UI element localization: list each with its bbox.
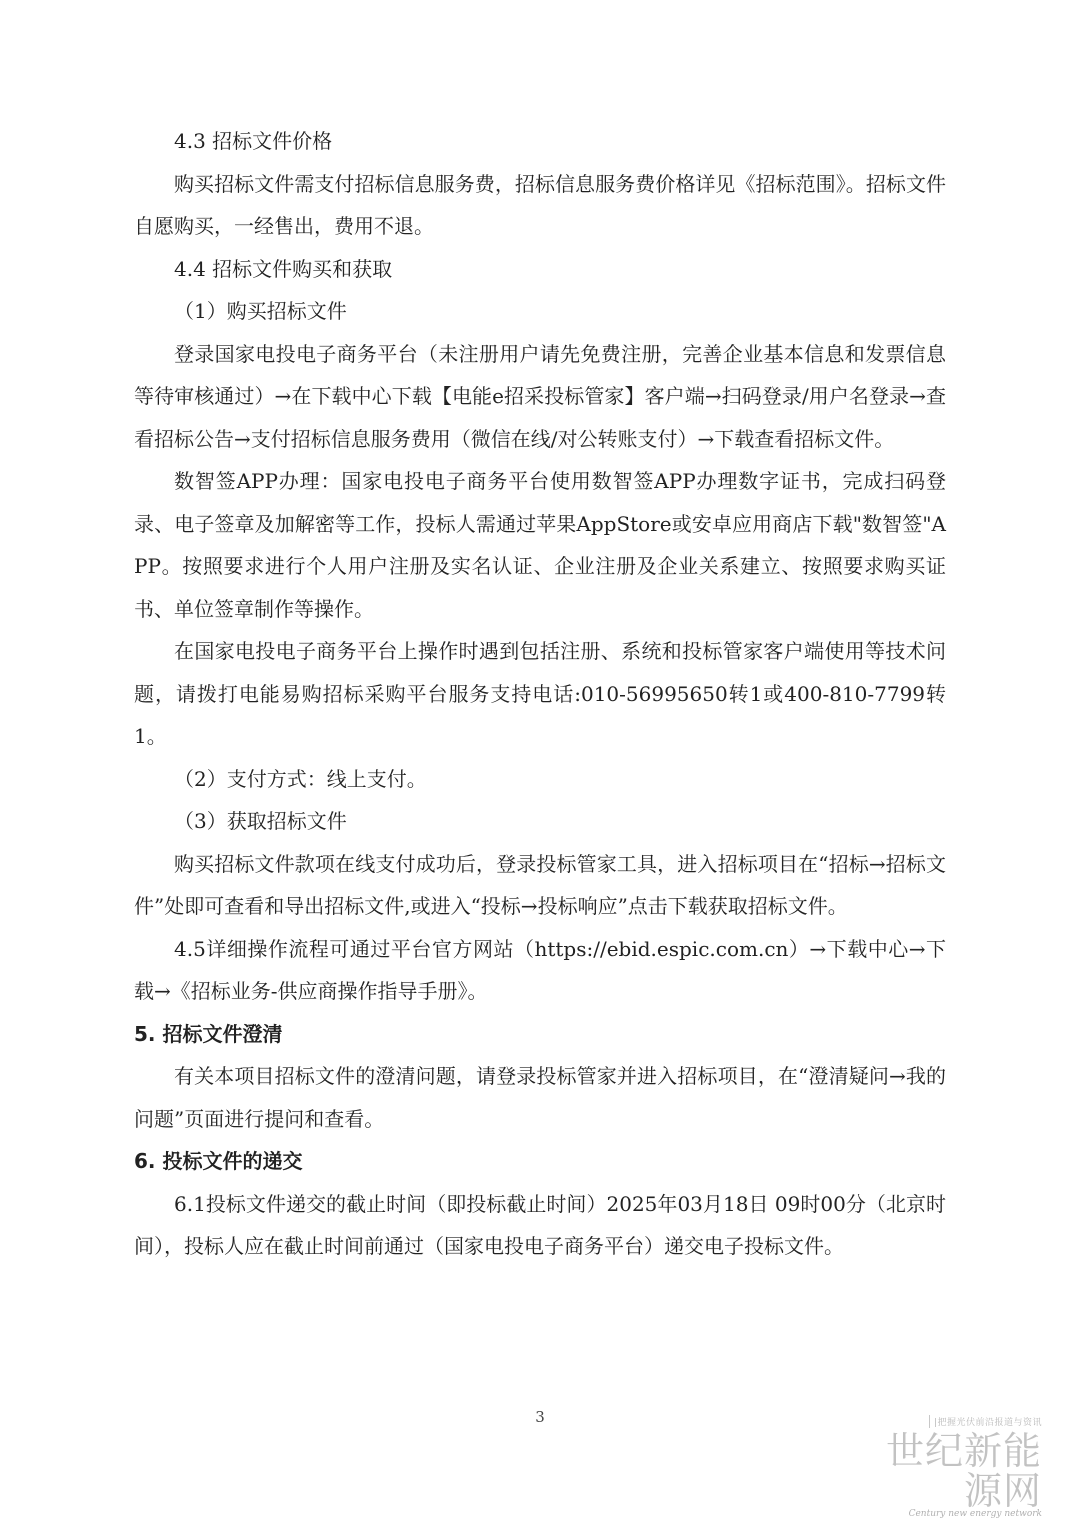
section-4-3-title: 4.3 招标文件价格 bbox=[174, 129, 333, 153]
watermark bbox=[882, 1410, 1042, 1519]
subsection-payment: （2）支付方式：线上支付。 bbox=[174, 766, 427, 791]
watermark-tag: |把握光伏前沿报道与资讯 bbox=[929, 1415, 1042, 1428]
section-6-heading: 6. 投标文件的递交 bbox=[134, 1149, 303, 1173]
section-4-5-paragraph: 4.5详细操作流程可通过平台官方网站（https://ebid.espic.com.cn）→下载中心→下载→《招标业务-供应商操作指导手册》。 bbox=[134, 936, 946, 1003]
subsection-obtain: （3）获取招标文件 bbox=[174, 809, 347, 833]
support-paragraph: 在国家电投电子商务平台上操作时遇到包括注册、系统和投标管家客户端使用等技术问题，请拨打电能易购招标采购平台服务支持电话:010-56995650转1或400-810-7799转1。 bbox=[134, 639, 946, 748]
digital-sign-paragraph: 数智签APP办理：国家电投电子商务平台使用数智签APP办理数字证书，完成扫码登录、电子签章及加解密等工作，投标人需通过苹果AppStore或安卓应用商店下载"数智签"APP。按照要求进行个人用户注册及实名认证、企业注册及企业关系建立、按照要求购买证书、单位签章制作等操作。 bbox=[134, 469, 946, 621]
clarification-paragraph: 有关本项目招标文件的澄清问题，请登录投标管家并进入招标项目，在“澄清疑问→我的问题”页面进行提问和查看。 bbox=[134, 1064, 946, 1131]
deadline-paragraph: 6.1投标文件递交的截止时间（即投标截止时间）2025年03月18日 09时00分（北京时间），投标人应在截止时间前通过（国家电投电子商务平台）递交电子投标文件。 bbox=[134, 1191, 946, 1258]
section-5-heading: 5. 招标文件澄清 bbox=[134, 1021, 283, 1046]
section-4-4-title: 4.4 招标文件购买和获取 bbox=[174, 256, 393, 281]
watermark-subtitle: Century new energy network bbox=[908, 1509, 1042, 1519]
obtain-paragraph: 购买招标文件款项在线支付成功后，登录投标管家工具，进入招标项目在“招标→招标文件”处即可查看和导出招标文件,或进入“投标→投标响应”点击下载获取招标文件。 bbox=[134, 851, 946, 918]
login-process-paragraph: 登录国家电投电子商务平台（未注册用户请先免费注册，完善企业基本信息和发票信息等待审核通过）→在下载中心下载【电能e招采投标管家】客户端→扫码登录/用户名登录→查看招标公告→支付招标信息服务费用（微信在线/对公转账支付）→下载查看招标文件。 bbox=[134, 341, 946, 451]
subsection-purchase: （1）购买招标文件 bbox=[174, 299, 347, 323]
document-body bbox=[134, 120, 946, 1268]
watermark-name: 世纪新能源网 bbox=[885, 1429, 1042, 1513]
price-paragraph: 购买招标文件需支付招标信息服务费，招标信息服务费价格详见《招标范围》。招标文件自愿购买，一经售出，费用不退。 bbox=[134, 171, 946, 238]
page-number: 3 bbox=[535, 1408, 545, 1426]
